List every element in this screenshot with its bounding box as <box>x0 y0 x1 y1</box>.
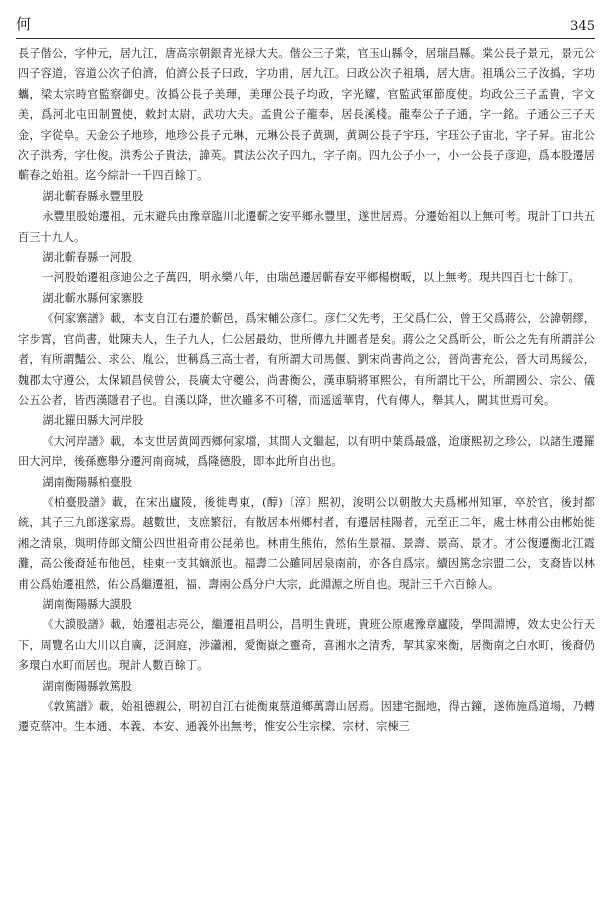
section-heading-yihe: 湖北蘄春縣一河股 <box>42 251 132 265</box>
page-number: 345 <box>570 19 595 34</box>
paragraph-dundu: 《敦篤譜》載，始祖德親公，明初自江右徙衡東蔡道鄉萬壽山居焉。因建宅掘地，得古鐘，遂佈施爲道場，乃轉遷克蔡冲。生本通、本義、本安、通義外出無考，惟安公生宗樑、宗材、宗棟三 <box>18 700 595 734</box>
paragraph-yongfengli: 永豐里股始遷祖，元末避兵由豫章臨川北遷蘄之安平鄉永豐里，遂世居焉。分遷始祖以上無可考。現計丁口共五百三十九人。 <box>18 210 595 244</box>
paragraph-hejiazhai: 《何家寨譜》載，本支自江右遷於蘄邑，爲宋輔公彦仁。彦仁父先考，王父爲仁公，曾王父爲蔣公，公諱朝繆，字步霄，官尚書，妣陳夫人，生子九人，仁公居最幼，世所傳九井圖者是矣。蔣公之父爲昕公，昕公之先有所謂詳公者，有所謂豔公、求公、胤公，世稱爲三高士者，有所謂大司馬偃、劉宋尚書尚之公，晉尚書充公，晉大司馬綏公，魏郡太守遵公，太保穎昌侯曾公，長廣太守夔公，尚書衡公，漢車騎將軍熙公，有所謂比干公，所謂國公、宗公、儀公五公者，皆西漢隱君子也。自漢以降，世次雖多不可稽，而遥遥華胄，代有傳人，舉其人，闕其世焉可矣。 <box>18 312 595 407</box>
page-body <box>18 44 595 905</box>
section-heading-yongfengli: 湖北蘄春縣永豐里股 <box>42 189 144 203</box>
running-title: 何 <box>16 15 33 33</box>
section-heading-hejiazhai: 湖北蘄水縣何家寨股 <box>42 291 144 305</box>
section-heading-damo: 湖南衡陽縣大謨股 <box>42 597 132 611</box>
section-heading-daheanu: 湖北羅田縣大河岸股 <box>42 414 144 428</box>
section-heading-baitai: 湖南衡陽縣柏臺股 <box>42 475 132 489</box>
paragraph-yihe: 一河股始遷祖彦迪公之子萬四，明永樂八年，由瑞邑遷居蘄春安平鄉楊樹畈，以上無考。現共四百七十餘丁。 <box>42 271 580 285</box>
section-heading-dundu: 湖南衡陽縣敦篤股 <box>42 679 132 693</box>
paragraph-continued: 長子偕公，字仲元，居九江，唐高宗朝銀青光禄大夫。偕公三子棠，官玉山縣令，居瑞昌縣。棠公長子景元，景元公四子容道，容道公次子伯濟，伯濟公長子曰政，字功甫，居九江。曰政公次子祖瑀，居大唐。祖瑀公三子汝撝，字功蠵，梁太宗時官監察御史。汝撝公長子美琿，美琿公長子均政，字光耀，官監武軍節度使。均政公三子孟貴，字文美，爲河北屯田制置使，敕封太尉，武功大夫。孟貴公子龍奉，居長溪棧。龍奉公子子通，字一銘。子通公三子天金，字從阜。天金公子地珍，地珍公長子元琳，元琳公長子黄琱，黄琱公長子宇珏，宇珏公子宙北，字子昇。宙北公次子洪秀，字仕俊。洪秀公子貴法，諱英。貫法公次子四九，字子南。四九公子小一，小一公長子彦迎，爲本股遷居蘄春之始祖。迄今綜計一千四百餘丁。 <box>18 47 595 183</box>
paragraph-baitai: 《柏臺股譜》載，在宋出廬陵，後徙粤東，(醇)〔淳〕熙初，浚明公以朝散大夫爲郴州知軍，卒於官，後封都統，其子三九郎遂家焉。越數世，支庶繁衍，有散居本州鄉村者，有遷居桂陽者，元至正二年，處士林甫公由郴始徙湘之清泉，與明侍郎文簡公四世祖奇甫公昆弟也。林甫生熊佑，然佑生景福、景壽、景高、景才。才公復遷衡北江霞灘，高公後裔延布他邑，桂東一支其嫡派也。福壽二公雖同居泉南前，亦各自爲宗。續因篤念宗盟二公，支裔皆以林甫公爲始遷祖然，佑公爲繼遷祖，福、壽兩公爲分户大宗，此淵源之所自也。現計三千六百餘人。 <box>18 495 595 591</box>
page-header <box>16 10 595 39</box>
paragraph-dahean: 《大河岸譜》載，本支世居黄岡西鄉何家壋，其間人文繼起，以有明中葉爲最盛，迨康熙初之珍公，以諸生遷羅田大河岸，後孫應舉分遷河南商城，爲隆德股，即本此所自出也。 <box>18 434 595 469</box>
paragraph-damo: 《大謨股譜》載，始遷祖志亮公，繼遷祖昌明公，昌明生貴班，貴班公原處豫章廬陵，學問淵博，效太史公行天下，周覽名山大川以自廣，泛洞庭，涉瀟湘，愛衡嶽之靈奇，喜湘水之清秀，挈其家來衡，居衡南之白水町，後裔仍多環白水町而居也。現計人數百餘丁。 <box>18 618 595 673</box>
